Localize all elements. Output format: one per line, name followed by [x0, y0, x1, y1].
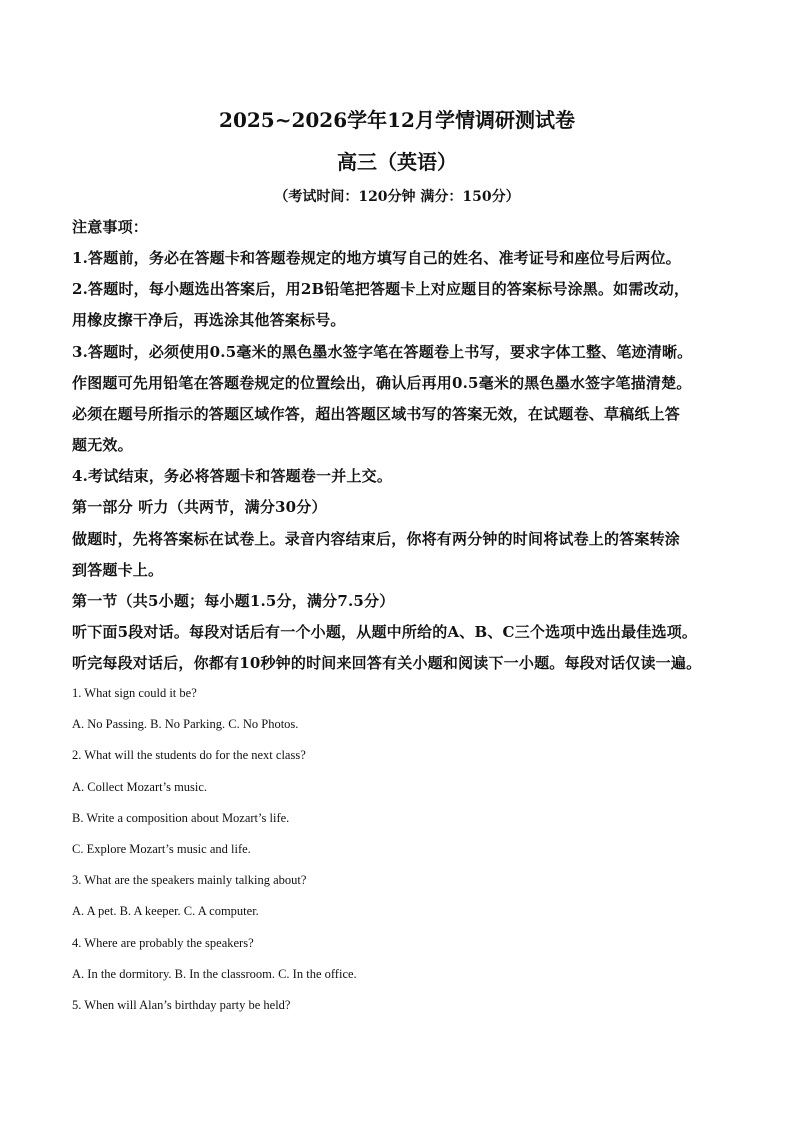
- notice-line: 3.答题时，必须使用0.5毫米的黑色墨水签字笔在答题卷上书写，要求字体工整、笔迹清晰。: [72, 343, 693, 361]
- question-3-options: A. A pet. B. A keeper. C. A computer.: [72, 904, 259, 918]
- part1-instruction: 做题时，先将答案标在试卷上。录音内容结束后，你将有两分钟的时间将试卷上的答案转涂: [72, 530, 681, 548]
- question-3: 3. What are the speakers mainly talking about?: [72, 873, 307, 887]
- section1-instruction: 听下面5段对话。每段对话后有一个小题，从题中所给的A、B、C三个选项中选出最佳选项。: [72, 623, 698, 641]
- question-5: 5. When will Alan’s birthday party be held?: [72, 998, 291, 1012]
- notice-line: 题无效。: [72, 436, 133, 454]
- section1-instruction: 听完每段对话后，你都有10秒钟的时间来回答有关小题和阅读下一小题。每段对话仅读一遍。: [72, 654, 702, 672]
- question-4-options: A. In the dormitory. B. In the classroom. C. In the office.: [72, 967, 357, 981]
- question-2: 2. What will the students do for the next class?: [72, 748, 306, 762]
- notice-line: 4.考试结束，务必将答题卡和答题卷一并上交。: [72, 467, 393, 485]
- notice-line: 作图题可先用铅笔在答题卷规定的位置绘出，确认后再用0.5毫米的黑色墨水签字笔描清楚。: [72, 374, 692, 392]
- question-2-option-c: C. Explore Mozart’s music and life.: [72, 842, 251, 856]
- notice-line: 2.答题时，每小题选出答案后，用2B铅笔把答题卡上对应题目的答案标号涂黑。如需改动，: [72, 280, 690, 298]
- question-1: 1. What sign could it be?: [72, 686, 197, 700]
- question-1-options: A. No Passing. B. No Parking. C. No Photos.: [72, 717, 299, 731]
- question-2-option-a: A. Collect Mozart’s music.: [72, 780, 208, 794]
- notice-line: 必须在题号所指示的答题区域作答，超出答题区域书写的答案无效，在试题卷、草稿纸上答: [72, 405, 681, 423]
- notice-heading: 注意事项：: [72, 218, 149, 236]
- part1-heading: 第一部分 听力（共两节，满分30分）: [72, 498, 327, 516]
- question-4: 4. Where are probably the speakers?: [72, 936, 254, 950]
- exam-time-info: （考试时间：120分钟 满分：150分）: [274, 189, 520, 205]
- part1-instruction: 到答题卡上。: [72, 561, 164, 579]
- exam-subject: 高三（英语）: [337, 150, 457, 174]
- question-2-option-b: B. Write a composition about Mozart’s life.: [72, 811, 290, 825]
- section1-heading: 第一节（共5小题；每小题1.5分，满分7.5分）: [72, 592, 395, 610]
- exam-title: 2025~2026学年12月学情调研测试卷: [219, 108, 575, 132]
- notice-line: 用橡皮擦干净后，再选涂其他答案标号。: [72, 311, 346, 329]
- notice-line: 1.答题前，务必在答题卡和答题卷规定的地方填写自己的姓名、准考证号和座位号后两位。: [72, 249, 681, 267]
